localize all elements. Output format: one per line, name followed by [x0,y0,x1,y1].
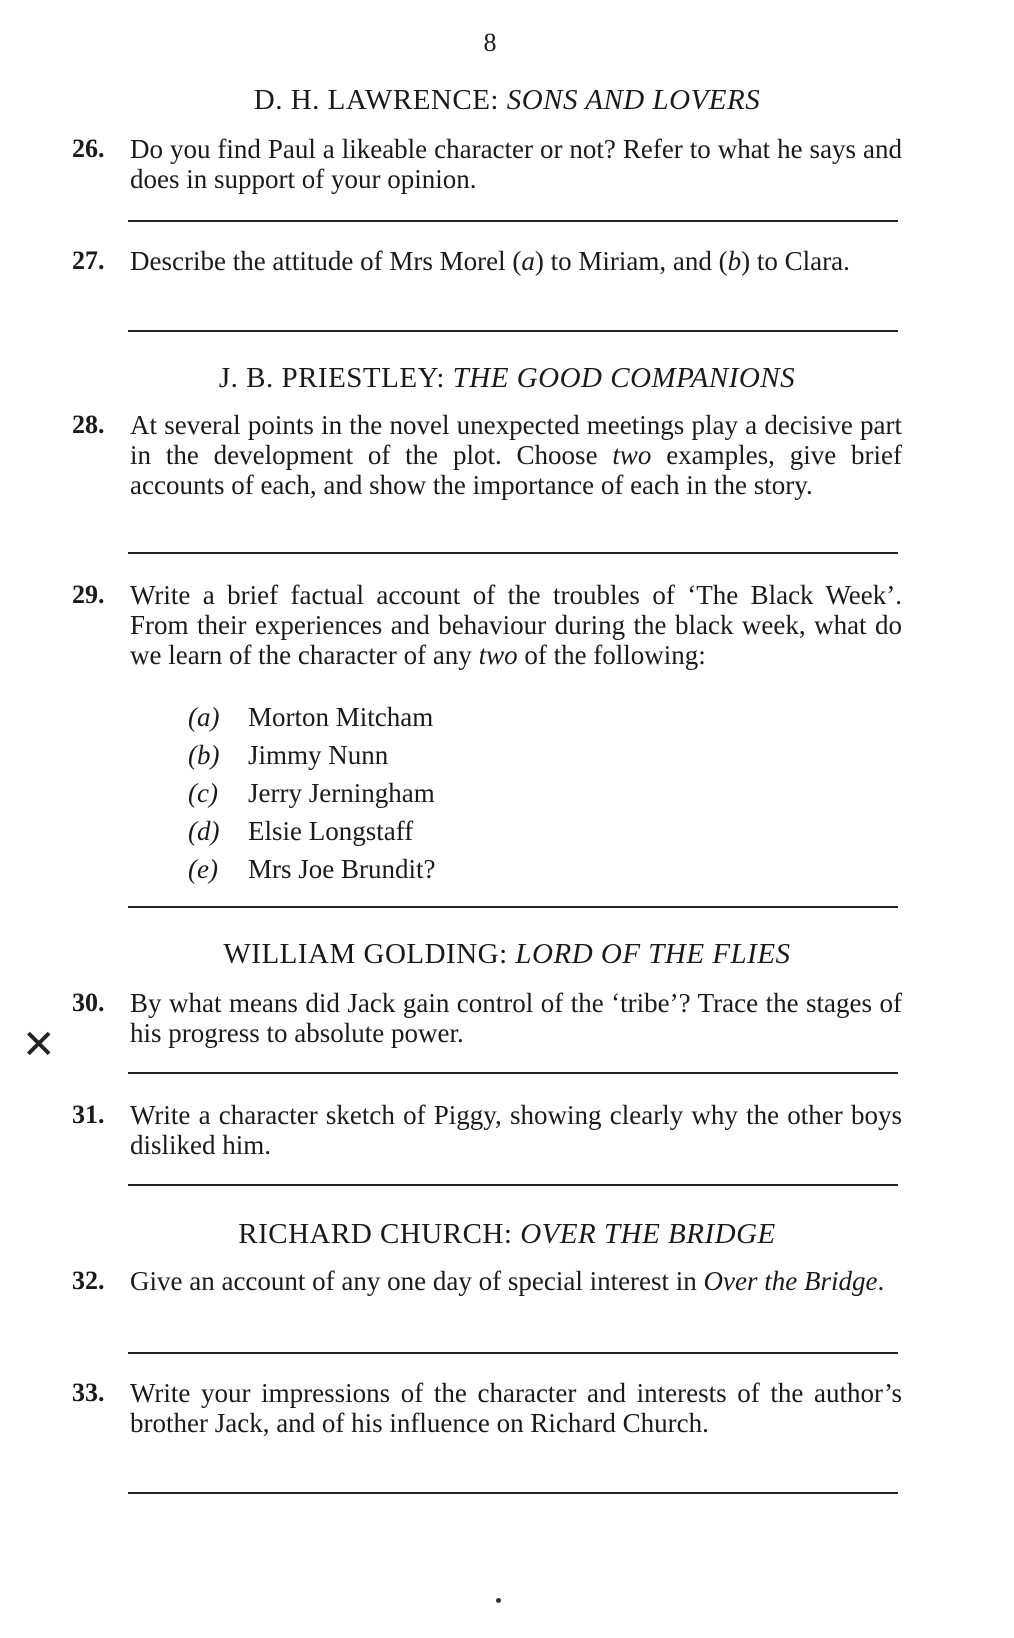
print-dot [496,1598,501,1603]
question-30 [72,988,902,1048]
section-author: WILLIAM GOLDING: [223,938,516,970]
option-item: (e) Mrs Joe Brundit? [188,854,436,884]
question-32 [72,1266,902,1296]
section-work-title: THE GOOD COMPANIONS [452,362,796,394]
section-work-title: OVER THE BRIDGE [520,1218,776,1250]
question-text: Write a character sketch of Piggy, showing clearly why the other boys disliked him. [130,1100,902,1160]
question-28 [72,410,902,500]
answer-divider [128,1492,898,1494]
question-text: Give an account of any one day of special interest in Over the Bridge. [130,1266,885,1296]
question-number: 32. [72,1266,105,1295]
section-author: J. B. PRIESTLEY: [218,362,453,394]
answer-divider [128,220,898,222]
section-work-title: LORD OF THE FLIES [515,938,791,970]
option-item: (b) Jimmy Nunn [188,740,389,770]
section-author: RICHARD CHURCH: [238,1218,521,1250]
question-number: 27. [72,246,105,275]
section-heading-church [0,1218,1014,1251]
question-number: 29. [72,580,105,609]
question-33 [72,1378,902,1438]
option-item: (c) Jerry Jerningham [188,778,435,808]
section-author: D. H. LAWRENCE: [253,84,507,116]
question-number: 28. [72,410,105,439]
option-item: (a) Morton Mitcham [188,702,434,732]
section-heading-lawrence [0,84,1014,117]
character-options [188,698,588,888]
question-text: Do you find Paul a likeable character or not? Refer to what he says and does in support of your opinion. [130,134,902,194]
section-heading-priestley [0,362,1014,395]
question-number: 33. [72,1378,105,1407]
answer-divider [128,552,898,554]
question-text: By what means did Jack gain control of the ‘tribe’? Trace the stages of his progress to absolute power. [130,988,902,1048]
cross-mark-icon: ✕ [22,1022,56,1068]
question-29 [72,580,902,670]
section-heading-golding [0,938,1014,971]
answer-divider [128,1072,898,1074]
question-number: 30. [72,988,105,1017]
question-27 [72,246,902,276]
question-text: Write a brief factual account of the troubles of ‘The Black Week’. From their experiences and behaviour during the black week, what do we learn of the character of any two of the following: [130,580,902,670]
section-work-title: SONS AND LOVERS [506,84,761,116]
question-31 [72,1100,902,1160]
question-26 [72,134,902,194]
answer-divider [128,1352,898,1354]
option-item: (d) Elsie Longstaff [188,816,414,846]
question-number: 31. [72,1100,105,1129]
question-text: At several points in the novel unexpected meetings play a decisive part in the development of the plot. Choose two examples, give brief accounts of each, and show the importance of each in the story. [130,410,902,500]
answer-divider [128,906,898,908]
question-text: Describe the attitude of Mrs Morel (a) to Miriam, and (b) to Clara. [130,246,850,276]
page-number: 8 [483,28,497,57]
question-text: Write your impressions of the character and interests of the author’s brother Jack, and of his influence on Richard Church. [130,1378,902,1438]
question-number: 26. [72,134,105,163]
answer-divider [128,330,898,332]
answer-divider [128,1184,898,1186]
